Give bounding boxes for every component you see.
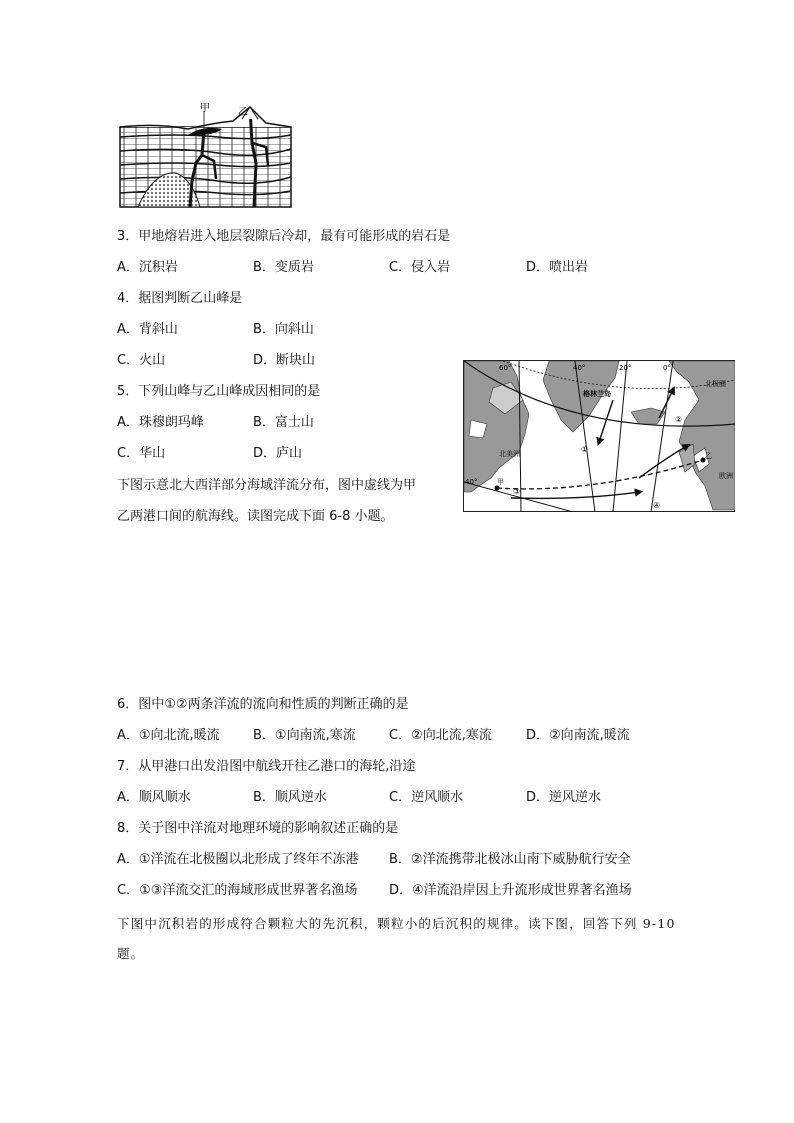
q8-option-d: D．④洋流沿岸因上升流形成世界著名渔场 <box>389 883 632 898</box>
q6-option-b: B．①向南流,寒流 <box>253 728 356 743</box>
q8-option-a: A．①洋流在北极圈以北形成了终年不冻港 <box>117 852 359 867</box>
intro-6-8-line2: 乙两港口间的航海线。读图完成下面 6-8 小题。 <box>117 509 394 524</box>
question-8-stem: 8．关于图中洋流对地理环境的影响叙述正确的是 <box>117 821 399 836</box>
q7-option-c: C．逆风顺水 <box>389 790 464 805</box>
q3-option-c: C．侵入岩 <box>389 260 451 275</box>
current-1-label: ① <box>581 445 589 454</box>
q6-option-c: C．②向北流,寒流 <box>389 728 492 743</box>
lon-40-label: 40° <box>573 364 586 372</box>
port-jia-label: 甲 <box>497 478 504 486</box>
arctic-circle-label: 北极圈 <box>705 380 726 388</box>
q3-option-b: B．变质岩 <box>253 260 314 275</box>
q8-option-b: B．②洋流携带北极冰山南下威胁航行安全 <box>389 852 631 867</box>
q7-option-d: D．逆风逆水 <box>526 790 602 805</box>
label-yi: 乙 <box>238 107 248 118</box>
question-5-stem: 5．下列山峰与乙山峰成因相同的是 <box>117 384 321 399</box>
ocean-current-map <box>463 360 735 512</box>
q3-option-a: A．沉积岩 <box>117 260 178 275</box>
lon-60-label: 60° <box>499 364 512 372</box>
greenland-label: 格林兰岛 <box>583 390 611 398</box>
intro-9-10-line2: 题。 <box>117 946 145 961</box>
q3-option-d: D．喷出岩 <box>526 260 589 275</box>
q4-option-d: D．断块山 <box>253 353 316 368</box>
q5-option-a: A．珠穆朗玛峰 <box>117 415 204 430</box>
intro-6-8-line1: 下图示意北大西洋部分海域洋流分布，图中虚线为甲 <box>117 478 417 493</box>
north-america-label: 北美洲 <box>499 450 520 458</box>
q4-option-a: A．背斜山 <box>117 322 178 337</box>
question-4-stem: 4．据图判断乙山峰是 <box>117 291 243 306</box>
label-jia: 甲 <box>200 103 210 114</box>
current-3-label: ③ <box>513 487 521 496</box>
q5-option-c: C．华山 <box>117 446 166 461</box>
q5-option-d: D．庐山 <box>253 446 303 461</box>
question-6-stem: 6．图中①②两条洋流的流向和性质的判断正确的是 <box>117 697 409 712</box>
europe-label: 欧洲 <box>719 472 733 480</box>
north-atlantic-map <box>463 360 735 512</box>
geology-figure <box>118 103 293 209</box>
lon-0-label: 0° <box>663 364 671 372</box>
lon-20-label: 20° <box>619 364 632 372</box>
q4-option-b: B．向斜山 <box>253 322 314 337</box>
intro-9-10-line1: 下图中沉积岩的形成符合颗粒大的先沉积，颗粒小的后沉积的规律。读下图，回答下列 9-10 <box>117 916 676 931</box>
geology-cross-section <box>118 103 293 209</box>
q6-option-d: D．②向南流,暖流 <box>526 728 630 743</box>
lat-40-label: 40° <box>465 478 478 486</box>
question-7-stem: 7．从甲港口出发沿图中航线开往乙港口的海轮,沿途 <box>117 759 416 774</box>
q6-option-a: A．①向北流,暖流 <box>117 728 220 743</box>
current-4-label: ④ <box>653 501 661 510</box>
q7-option-b: B．顺风逆水 <box>253 790 327 805</box>
question-3-stem: 3．甲地熔岩进入地层裂隙后冷却，最有可能形成的岩石是 <box>117 229 451 244</box>
q8-option-c: C．①③洋流交汇的海域形成世界著名渔场 <box>117 883 358 898</box>
q4-option-c: C．火山 <box>117 353 166 368</box>
q7-option-a: A．顺风顺水 <box>117 790 191 805</box>
port-yi-label: 乙 <box>705 452 712 460</box>
current-2-label: ② <box>675 415 683 424</box>
q5-option-b: B．富士山 <box>253 415 314 430</box>
